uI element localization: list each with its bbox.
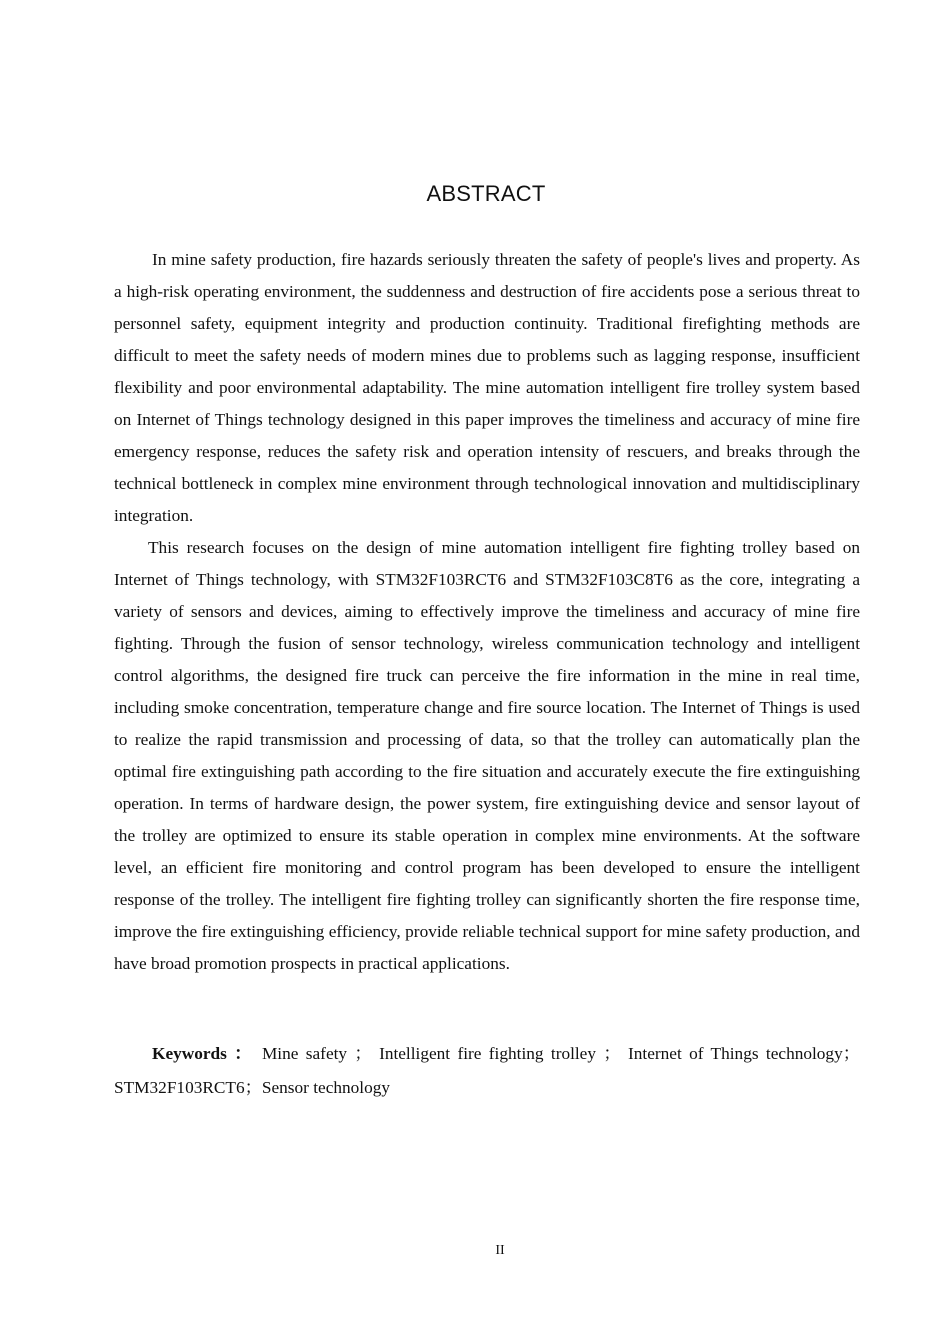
abstract-paragraph-2: This research focuses on the design of mine automation intelligent fire fighting trolley based on Internet of Things technology, with STM32F103RCT6 and STM32F103C8T6 as the core, integrating a variety of sensors and devices, aiming to effectively improve the timeliness and accuracy of mine fire fighting. Through the fusion of sensor technology, wireless communication technology and intelligent control algorithms, the designed fire truck can perceive the fire information in the mine in real time, including smoke concentration, temperature change and fire source location. The Internet of Things is used to realize the rapid transmission and processing of data, so that the trolley can automatically plan the optimal fire extinguishing path according to the fire situation and accurately execute the fire extinguishing operation. In terms of hardware design, the power system, fire extinguishing device and sensor layout of the trolley are optimized to ensure its stable operation in complex mine environments. At the software level, an efficient fire monitoring and control program has been developed to ensure the intelligent response of the trolley. The intelligent fire fighting trolley can significantly shorten the fire response time, improve the fire extinguishing efficiency, provide reliable technical support for mine safety production, and have broad promotion prospects in practical applications. <box>114 538 860 973</box>
abstract-paragraph-1: In mine safety production, fire hazards seriously threaten the safety of people's lives and property. As a high-risk operating environment, the suddenness and destruction of fire accidents pose a serious threat to personnel safety, equipment integrity and production continuity. Traditional firefighting methods are difficult to meet the safety needs of modern mines due to problems such as lagging response, insufficient flexibility and poor environmental adaptability. The mine automation intelligent fire trolley system based on Internet of Things technology designed in this paper improves the timeliness and accuracy of mine fire emergency response, reduces the safety risk and operation intensity of rescuers, and breaks through the technical bottleneck in complex mine environment through technological innovation and multidisciplinary integration. <box>114 250 860 525</box>
keywords-text: Mine safety ； Intelligent fire fighting trolley ； Internet of Things technology；STM32F103RCT6；Sensor technology <box>114 1044 860 1097</box>
abstract-body <box>114 244 860 980</box>
keywords-line <box>114 1037 860 1105</box>
abstract-title: ABSTRACT <box>426 181 546 206</box>
keywords-label: Keywords ： <box>152 1044 255 1063</box>
page-number: II <box>495 1243 505 1258</box>
